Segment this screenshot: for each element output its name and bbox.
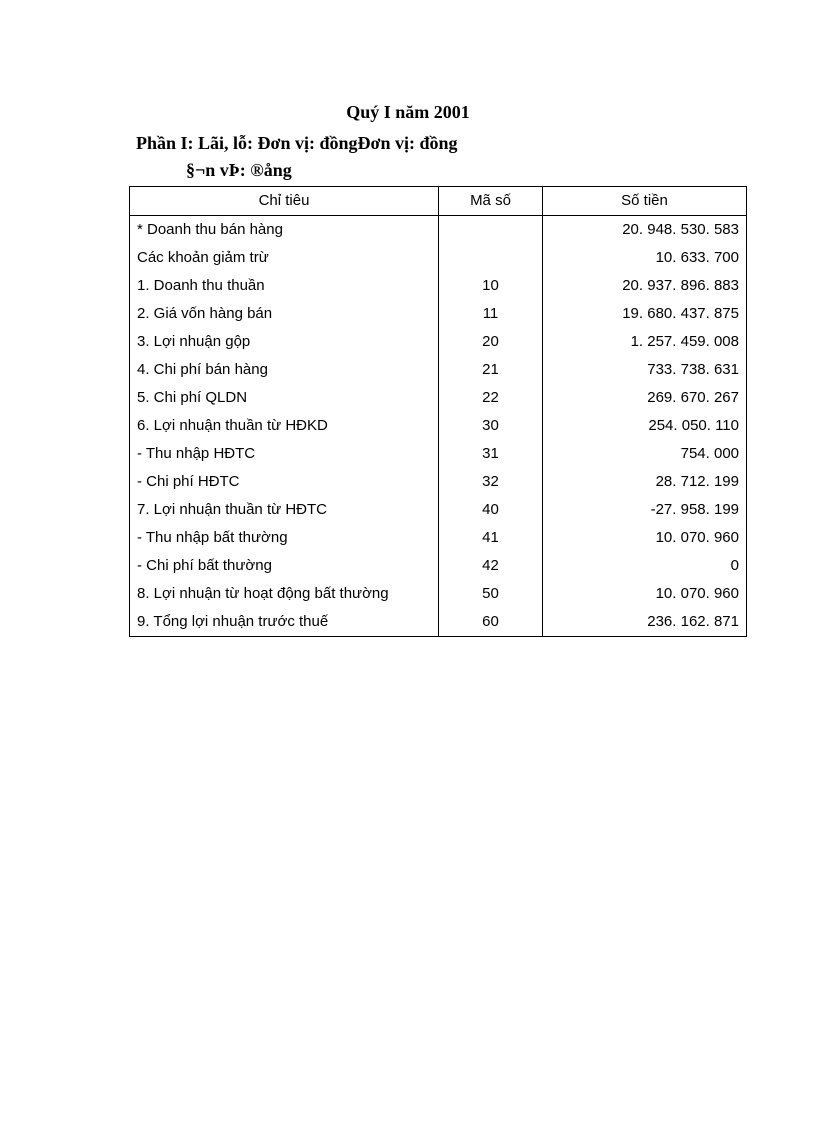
table-row [130,356,747,384]
row-indicator: 8. Lợi nhuận từ hoạt động bất thường [130,580,439,608]
row-code: 60 [439,608,543,637]
row-code: 10 [439,272,543,300]
row-indicator: Các khoản giảm trừ [130,244,439,272]
row-indicator: 4. Chi phí bán hàng [130,356,439,384]
row-amount: 10. 633. 700 [543,244,747,272]
table-row [130,244,747,272]
row-code: 31 [439,440,543,468]
row-code [439,216,543,245]
header-code: Mã số [439,187,543,216]
row-code: 21 [439,356,543,384]
row-amount: -27. 958. 199 [543,496,747,524]
table-row [130,412,747,440]
row-amount: 10. 070. 960 [543,580,747,608]
row-amount: 269. 670. 267 [543,384,747,412]
row-indicator: - Chi phí bất thường [130,552,439,580]
row-amount: 20. 948. 530. 583 [543,216,747,245]
row-indicator: - Thu nhập bất thường [130,524,439,552]
section-heading: Phần I: Lãi, lỗ: Đơn vị: đồngĐơn vị: đồng [136,133,458,153]
row-code: 40 [439,496,543,524]
table-row [130,328,747,356]
income-table [129,186,747,637]
row-indicator: * Doanh thu bán hàng [130,216,439,245]
row-indicator: 9. Tổng lợi nhuận trước thuế [130,608,439,637]
row-amount: 254. 050. 110 [543,412,747,440]
row-code: 50 [439,580,543,608]
row-code: 11 [439,300,543,328]
row-indicator: - Chi phí HĐTC [130,468,439,496]
unit-label: §¬n vÞ: ®ång [186,160,292,180]
row-amount: 28. 712. 199 [543,468,747,496]
row-amount: 754. 000 [543,440,747,468]
table-row [130,580,747,608]
table-row [130,216,747,245]
table-body [130,216,747,637]
table-row [130,440,747,468]
row-code: 42 [439,552,543,580]
row-amount: 0 [543,552,747,580]
table-row [130,524,747,552]
row-amount: 733. 738. 631 [543,356,747,384]
row-indicator: 6. Lợi nhuận thuần từ HĐKD [130,412,439,440]
table-row [130,272,747,300]
table-row [130,552,747,580]
table-row [130,608,747,637]
table-header-row [130,187,747,216]
header-indicator: Chỉ tiêu [130,187,439,216]
row-amount: 19. 680. 437. 875 [543,300,747,328]
table-row [130,300,747,328]
row-code: 30 [439,412,543,440]
row-code [439,244,543,272]
row-indicator: 2. Giá vốn hàng bán [130,300,439,328]
row-amount: 1. 257. 459. 008 [543,328,747,356]
row-indicator: 5. Chi phí QLDN [130,384,439,412]
row-amount: 10. 070. 960 [543,524,747,552]
row-indicator: 1. Doanh thu thuần [130,272,439,300]
row-amount: 236. 162. 871 [543,608,747,637]
row-code: 22 [439,384,543,412]
row-code: 20 [439,328,543,356]
table-row [130,384,747,412]
row-indicator: 3. Lợi nhuận gộp [130,328,439,356]
row-amount: 20. 937. 896. 883 [543,272,747,300]
table-row [130,496,747,524]
row-indicator: - Thu nhập HĐTC [130,440,439,468]
table-row [130,468,747,496]
row-code: 32 [439,468,543,496]
header-amount: Số tiền [543,187,747,216]
row-code: 41 [439,524,543,552]
report-title: Quý I năm 2001 [346,102,470,122]
row-indicator: 7. Lợi nhuận thuần từ HĐTC [130,496,439,524]
